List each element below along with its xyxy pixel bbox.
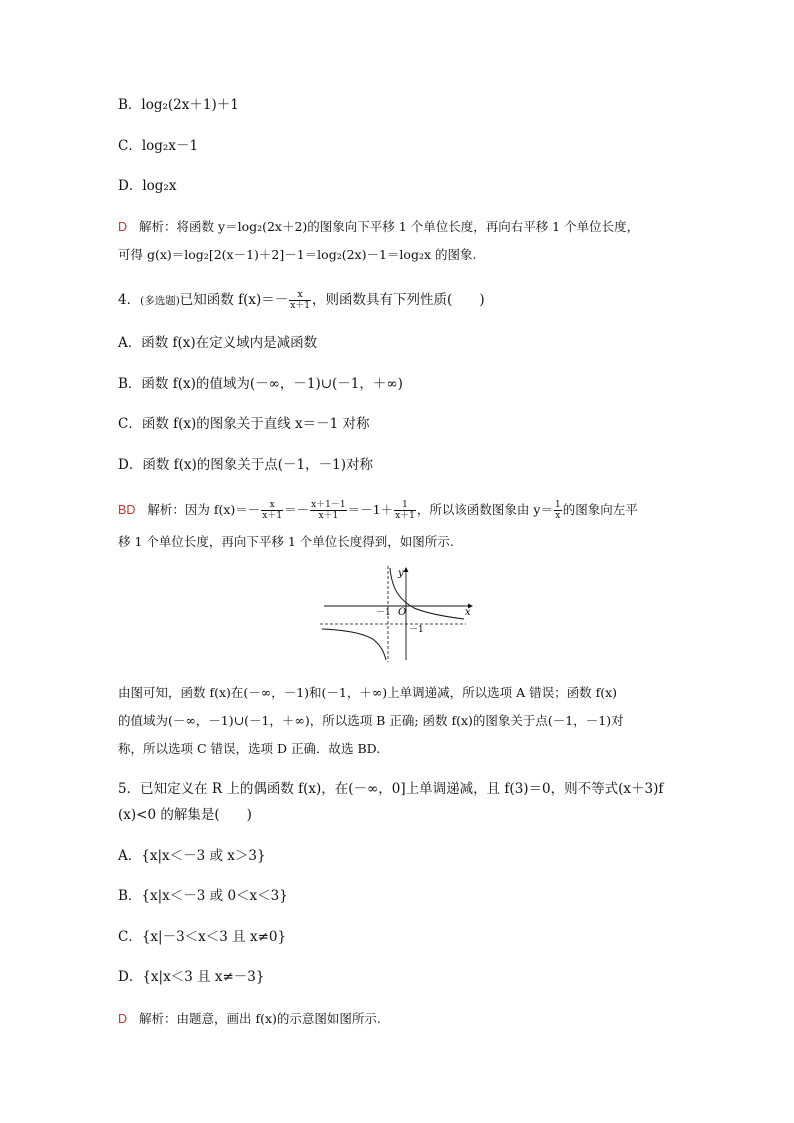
option-4a: A．函数 f(x)在定义域内是减函数: [118, 335, 318, 351]
solution-4-line5: 称，所以选项 C 错误，选项 D 正确．故选 BD.: [118, 741, 381, 756]
question-5-line2: (x)<0 的解集是( ): [118, 807, 252, 823]
hyperbola-graph: [318, 566, 478, 662]
answer-4: BD: [118, 503, 136, 517]
question-4-stem: 4．(多选题)已知函数 f(x)＝－ $\frac{x}{x+1}$ ，则函数具有下列性质( ): [118, 290, 485, 311]
solution-5: D 解析：由题意，画出 f(x)的示意图如图所示.: [118, 1011, 381, 1026]
option-5b: B．{x|x＜－3 或 0＜x＜3}: [118, 888, 288, 904]
option-5d: D．{x|x＜3 且 x≠－3}: [118, 969, 265, 985]
option-3b: B．log₂(2x＋1)＋1: [118, 97, 239, 113]
origin-label: O: [398, 607, 407, 618]
fraction: $\frac{x}{x+1}$: [290, 290, 311, 311]
option-3c: C．log₂x－1: [118, 138, 199, 154]
solution-4-line1: BD 解析：因为 f(x)＝－ $\frac{x}{x+1}$ ＝－ $\frac{x+1-1}{x+1}$ ＝－1＋ $\frac{1}{x+1}$ ，所以该函数图象由 y＝ $\frac{1}{x}$ 的图象向左平: [118, 500, 638, 521]
answer-5: D: [118, 1012, 128, 1026]
y-axis-arrow: [404, 567, 409, 572]
x-tick-label: －1: [376, 608, 391, 618]
question-5-line1: 5．已知定义在 R 上的偶函数 f(x)，在(－∞，0]上单调递减，且 f(3)＝0，则不等式(x＋3)f: [118, 781, 664, 797]
option-4d: D．函数 f(x)的图象关于点(－1，－1)对称: [118, 457, 373, 473]
y-tick-label: －1: [409, 625, 424, 635]
option-4c: C．函数 f(x)的图象关于直线 x＝－1 对称: [118, 416, 370, 432]
solution-3-line1: D 解析：将函数 y＝log₂(2x＋2)的图象向下平移 1 个单位长度，再向右平移 1 个单位长度，: [118, 219, 640, 234]
option-3d: D．log₂x: [118, 178, 177, 194]
option-5a: A．{x|x＜－3 或 x＞3}: [118, 848, 266, 864]
solution-3-line2: 可得 g(x)＝log₂[2(x－1)＋2]－1＝log₂(2x)－1＝log₂x 的图象.: [118, 247, 477, 262]
curve-left-branch: [322, 629, 386, 660]
option-4b: B．函数 f(x)的值域为(－∞，－1)∪(－1，＋∞): [118, 376, 403, 392]
x-axis-label: x: [465, 607, 471, 618]
option-5c: C．{x|－3＜x＜3 且 x≠0}: [118, 929, 287, 945]
solution-4-line2: 移 1 个单位长度，再向下平移 1 个单位长度得到，如图所示.: [118, 534, 454, 549]
solution-4-line3: 由图可知，函数 f(x)在(－∞，－1)和(－1，＋∞)上单调递减，所以选项 A 错误；函数 f(x): [118, 685, 618, 700]
y-axis-label: y: [398, 568, 404, 579]
answer-3: D: [118, 220, 128, 234]
solution-4-line4: 的值域为(－∞，－1)∪(－1，＋∞)，所以选项 B 正确; 函数 f(x)的图象关于点(－1，－1)对: [118, 713, 624, 728]
